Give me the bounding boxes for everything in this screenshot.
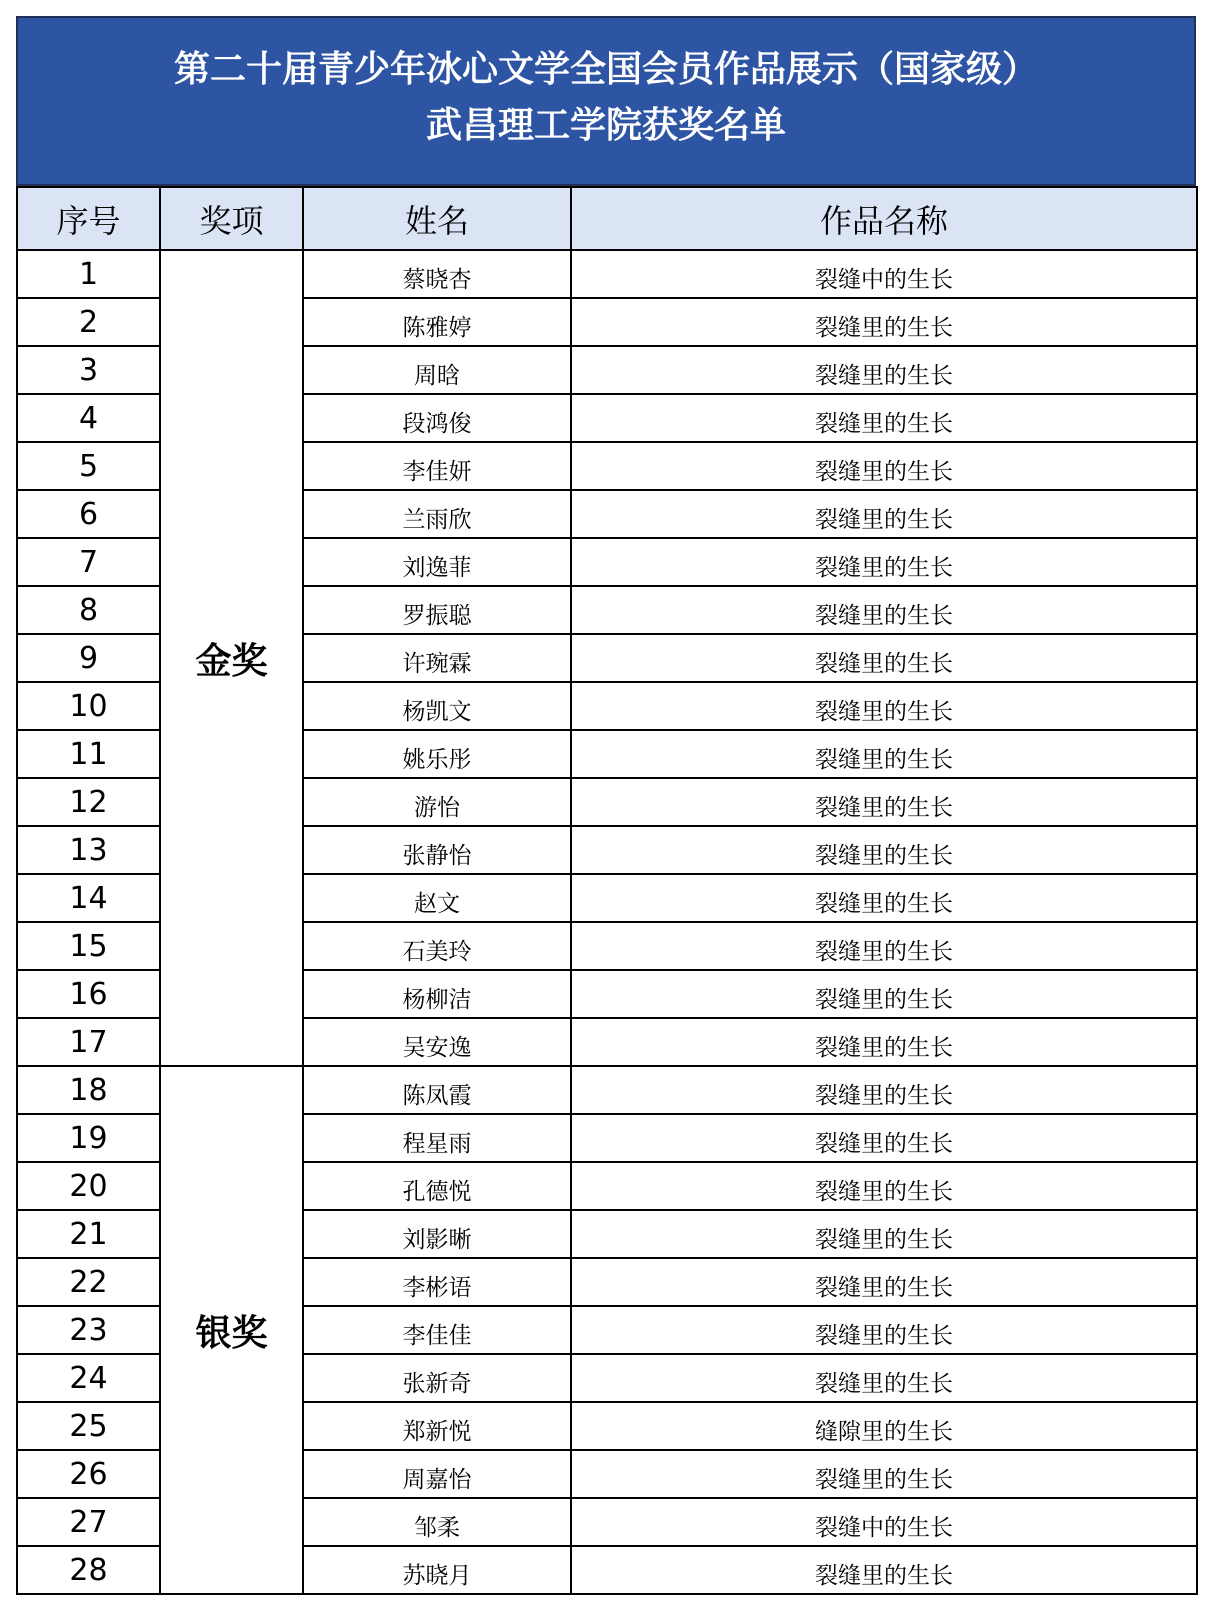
work-title: 裂缝里的生长 bbox=[571, 1162, 1197, 1210]
work-title: 裂缝里的生长 bbox=[571, 634, 1197, 682]
row-number: 24 bbox=[17, 1354, 160, 1402]
student-name: 李彬语 bbox=[303, 1258, 571, 1306]
student-name: 陈雅婷 bbox=[303, 298, 571, 346]
student-name: 苏晓月 bbox=[303, 1546, 571, 1594]
row-number: 18 bbox=[17, 1066, 160, 1114]
table-row bbox=[17, 1066, 1197, 1114]
student-name: 程星雨 bbox=[303, 1114, 571, 1162]
row-number: 2 bbox=[17, 298, 160, 346]
row-number: 9 bbox=[17, 634, 160, 682]
work-title: 裂缝里的生长 bbox=[571, 1546, 1197, 1594]
table-row bbox=[17, 250, 1197, 298]
row-number: 6 bbox=[17, 490, 160, 538]
student-name: 段鸿俊 bbox=[303, 394, 571, 442]
work-title: 裂缝里的生长 bbox=[571, 1114, 1197, 1162]
work-title: 裂缝中的生长 bbox=[571, 1498, 1197, 1546]
row-number: 11 bbox=[17, 730, 160, 778]
award-list-sheet bbox=[16, 16, 1196, 1595]
student-name: 罗振聪 bbox=[303, 586, 571, 634]
student-name: 张新奇 bbox=[303, 1354, 571, 1402]
row-number: 15 bbox=[17, 922, 160, 970]
row-number: 4 bbox=[17, 394, 160, 442]
work-title: 裂缝里的生长 bbox=[571, 1018, 1197, 1066]
student-name: 游怡 bbox=[303, 778, 571, 826]
award-level: 金奖 bbox=[160, 250, 303, 1066]
work-title: 裂缝里的生长 bbox=[571, 730, 1197, 778]
row-number: 8 bbox=[17, 586, 160, 634]
title-line-1: 第二十届青少年冰心文学全国会员作品展示（国家级） bbox=[173, 49, 1038, 90]
work-title: 裂缝里的生长 bbox=[571, 778, 1197, 826]
student-name: 杨凯文 bbox=[303, 682, 571, 730]
student-name: 邹柔 bbox=[303, 1498, 571, 1546]
student-name: 周晗 bbox=[303, 346, 571, 394]
work-title: 裂缝里的生长 bbox=[571, 1258, 1197, 1306]
student-name: 刘逸菲 bbox=[303, 538, 571, 586]
work-title: 裂缝里的生长 bbox=[571, 538, 1197, 586]
row-number: 27 bbox=[17, 1498, 160, 1546]
row-number: 21 bbox=[17, 1210, 160, 1258]
table-body bbox=[17, 250, 1197, 1594]
student-name: 孔德悦 bbox=[303, 1162, 571, 1210]
row-number: 25 bbox=[17, 1402, 160, 1450]
header-number: 序号 bbox=[17, 187, 160, 250]
student-name: 陈凤霞 bbox=[303, 1066, 571, 1114]
row-number: 22 bbox=[17, 1258, 160, 1306]
title-line-2: 武昌理工学院获奖名单 bbox=[425, 105, 786, 146]
student-name: 兰雨欣 bbox=[303, 490, 571, 538]
student-name: 郑新悦 bbox=[303, 1402, 571, 1450]
student-name: 周嘉怡 bbox=[303, 1450, 571, 1498]
work-title: 裂缝里的生长 bbox=[571, 586, 1197, 634]
work-title: 裂缝里的生长 bbox=[571, 826, 1197, 874]
row-number: 14 bbox=[17, 874, 160, 922]
row-number: 23 bbox=[17, 1306, 160, 1354]
student-name: 蔡晓杏 bbox=[303, 250, 571, 298]
work-title: 裂缝里的生长 bbox=[571, 682, 1197, 730]
award-level: 银奖 bbox=[160, 1066, 303, 1594]
header-award: 奖项 bbox=[160, 187, 303, 250]
work-title: 裂缝里的生长 bbox=[571, 490, 1197, 538]
row-number: 19 bbox=[17, 1114, 160, 1162]
student-name: 张静怡 bbox=[303, 826, 571, 874]
row-number: 16 bbox=[17, 970, 160, 1018]
work-title: 裂缝里的生长 bbox=[571, 1354, 1197, 1402]
row-number: 12 bbox=[17, 778, 160, 826]
award-table bbox=[16, 186, 1198, 1595]
header-name: 姓名 bbox=[303, 187, 571, 250]
row-number: 10 bbox=[17, 682, 160, 730]
student-name: 刘影晰 bbox=[303, 1210, 571, 1258]
work-title: 裂缝里的生长 bbox=[571, 1066, 1197, 1114]
work-title: 裂缝里的生长 bbox=[571, 874, 1197, 922]
work-title: 裂缝里的生长 bbox=[571, 298, 1197, 346]
row-number: 1 bbox=[17, 250, 160, 298]
work-title: 裂缝里的生长 bbox=[571, 394, 1197, 442]
student-name: 李佳妍 bbox=[303, 442, 571, 490]
student-name: 吴安逸 bbox=[303, 1018, 571, 1066]
work-title: 裂缝里的生长 bbox=[571, 442, 1197, 490]
row-number: 17 bbox=[17, 1018, 160, 1066]
student-name: 赵文 bbox=[303, 874, 571, 922]
student-name: 石美玲 bbox=[303, 922, 571, 970]
header-row bbox=[17, 187, 1197, 250]
title-banner bbox=[16, 16, 1196, 186]
row-number: 13 bbox=[17, 826, 160, 874]
work-title: 裂缝里的生长 bbox=[571, 1210, 1197, 1258]
row-number: 20 bbox=[17, 1162, 160, 1210]
header-work-title: 作品名称 bbox=[571, 187, 1197, 250]
work-title: 缝隙里的生长 bbox=[571, 1402, 1197, 1450]
row-number: 26 bbox=[17, 1450, 160, 1498]
work-title: 裂缝里的生长 bbox=[571, 1306, 1197, 1354]
student-name: 许琬霖 bbox=[303, 634, 571, 682]
student-name: 李佳佳 bbox=[303, 1306, 571, 1354]
work-title: 裂缝里的生长 bbox=[571, 1450, 1197, 1498]
student-name: 杨柳洁 bbox=[303, 970, 571, 1018]
work-title: 裂缝里的生长 bbox=[571, 970, 1197, 1018]
row-number: 5 bbox=[17, 442, 160, 490]
row-number: 28 bbox=[17, 1546, 160, 1594]
row-number: 3 bbox=[17, 346, 160, 394]
row-number: 7 bbox=[17, 538, 160, 586]
work-title: 裂缝里的生长 bbox=[571, 346, 1197, 394]
work-title: 裂缝里的生长 bbox=[571, 922, 1197, 970]
work-title: 裂缝中的生长 bbox=[571, 250, 1197, 298]
student-name: 姚乐彤 bbox=[303, 730, 571, 778]
